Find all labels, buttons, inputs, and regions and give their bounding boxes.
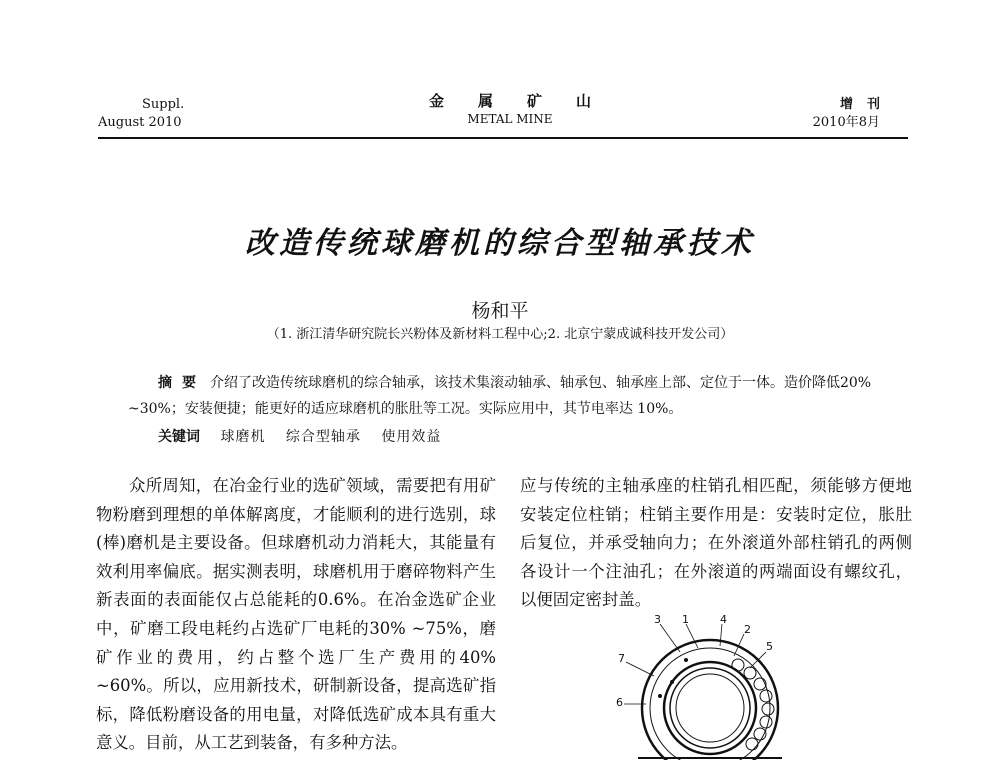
article-affiliation: （1. 浙江清华研究院长兴粉体及新材料工程中心;2. 北京宁蒙成诚科技开发公司） bbox=[266, 327, 734, 342]
inner-race bbox=[664, 662, 756, 754]
figure-label: 1 bbox=[682, 613, 689, 626]
oil-hole bbox=[658, 694, 662, 698]
keyword-item: 使用效益 bbox=[381, 429, 442, 445]
body-right-column: 应与传统的主轴承座的柱销孔相匹配，须能够方便地安装定位柱销；柱销主要作用是：安装时定位，胀肚后复位，并承受轴向力；在外滚道外部柱销孔的两侧各设计一个注油孔；在外滚道的两端面设有螺纹孔，以便固定密封盖。 bbox=[520, 476, 912, 610]
shaft-bore bbox=[676, 674, 744, 742]
oil-hole bbox=[670, 680, 674, 684]
keywords-label: 关键词 bbox=[158, 429, 200, 445]
keywords bbox=[158, 426, 858, 446]
abstract-text: 介绍了改造传统球磨机的综合轴承，该技术集滚动轴承、轴承包、轴承座上部、定位于一体。造价降低20% ~30%；安装便捷；能更好的适应球磨机的胀肚等工况。实际应用中，其节电率达 10%。 bbox=[128, 375, 872, 417]
journal-name-cn: 金属矿山 bbox=[428, 92, 625, 110]
outer-race bbox=[650, 648, 770, 760]
bearing-figure bbox=[610, 612, 810, 760]
abstract-label: 摘要 bbox=[158, 375, 206, 391]
figure-label: 7 bbox=[618, 652, 625, 665]
header-supplement-cn: 增刊 bbox=[839, 97, 894, 112]
header-rule bbox=[98, 137, 908, 139]
figure-label: 5 bbox=[766, 640, 773, 653]
bearing-diagram bbox=[610, 612, 810, 760]
figure-label: 6 bbox=[616, 696, 623, 709]
header-center bbox=[380, 92, 640, 128]
keyword-item: 综合型轴承 bbox=[285, 429, 361, 445]
article-author: 杨和平 bbox=[471, 300, 529, 322]
header-left bbox=[98, 96, 248, 132]
keyword-item: 球磨机 bbox=[220, 429, 266, 445]
figure-label: 4 bbox=[720, 613, 727, 626]
oil-hole bbox=[684, 658, 688, 662]
figure-label: 3 bbox=[654, 613, 661, 626]
header-right bbox=[760, 96, 894, 132]
header-date-cn: 2010年8月 bbox=[812, 115, 880, 130]
figure-label: 2 bbox=[744, 623, 751, 636]
header-suppl: Suppl. bbox=[142, 97, 185, 112]
body-left-column: 众所周知，在冶金行业的选矿领域，需要把有用矿物粉磨到理想的单体解离度，才能顺利的进行选别，球(棒)磨机是主要设备。但球磨机动力消耗大，其能量有效利用率偏底。据实测表明，球磨机用于磨碎物料产生新表面的表面能仅占总能耗的0.6%。在冶金选矿企业中，矿磨工段电耗约占选矿厂电耗的30% ~75%，磨矿作业的费用，约占整个选厂生产费用的40% ~60%。所以，应用新技术，研制新设备，提高选矿指标，降低粉磨设备的用电量，对降低选矿成本具有重大意义。目前，从工艺到装备，有多种方法。 bbox=[96, 476, 496, 753]
shaft-ring bbox=[670, 668, 750, 748]
journal-name-en: METAL MINE bbox=[467, 112, 553, 126]
article-title: 改造传统球磨机的综合型轴承技术 bbox=[245, 226, 755, 261]
abstract bbox=[128, 370, 878, 422]
header-date-en: August 2010 bbox=[98, 115, 182, 130]
